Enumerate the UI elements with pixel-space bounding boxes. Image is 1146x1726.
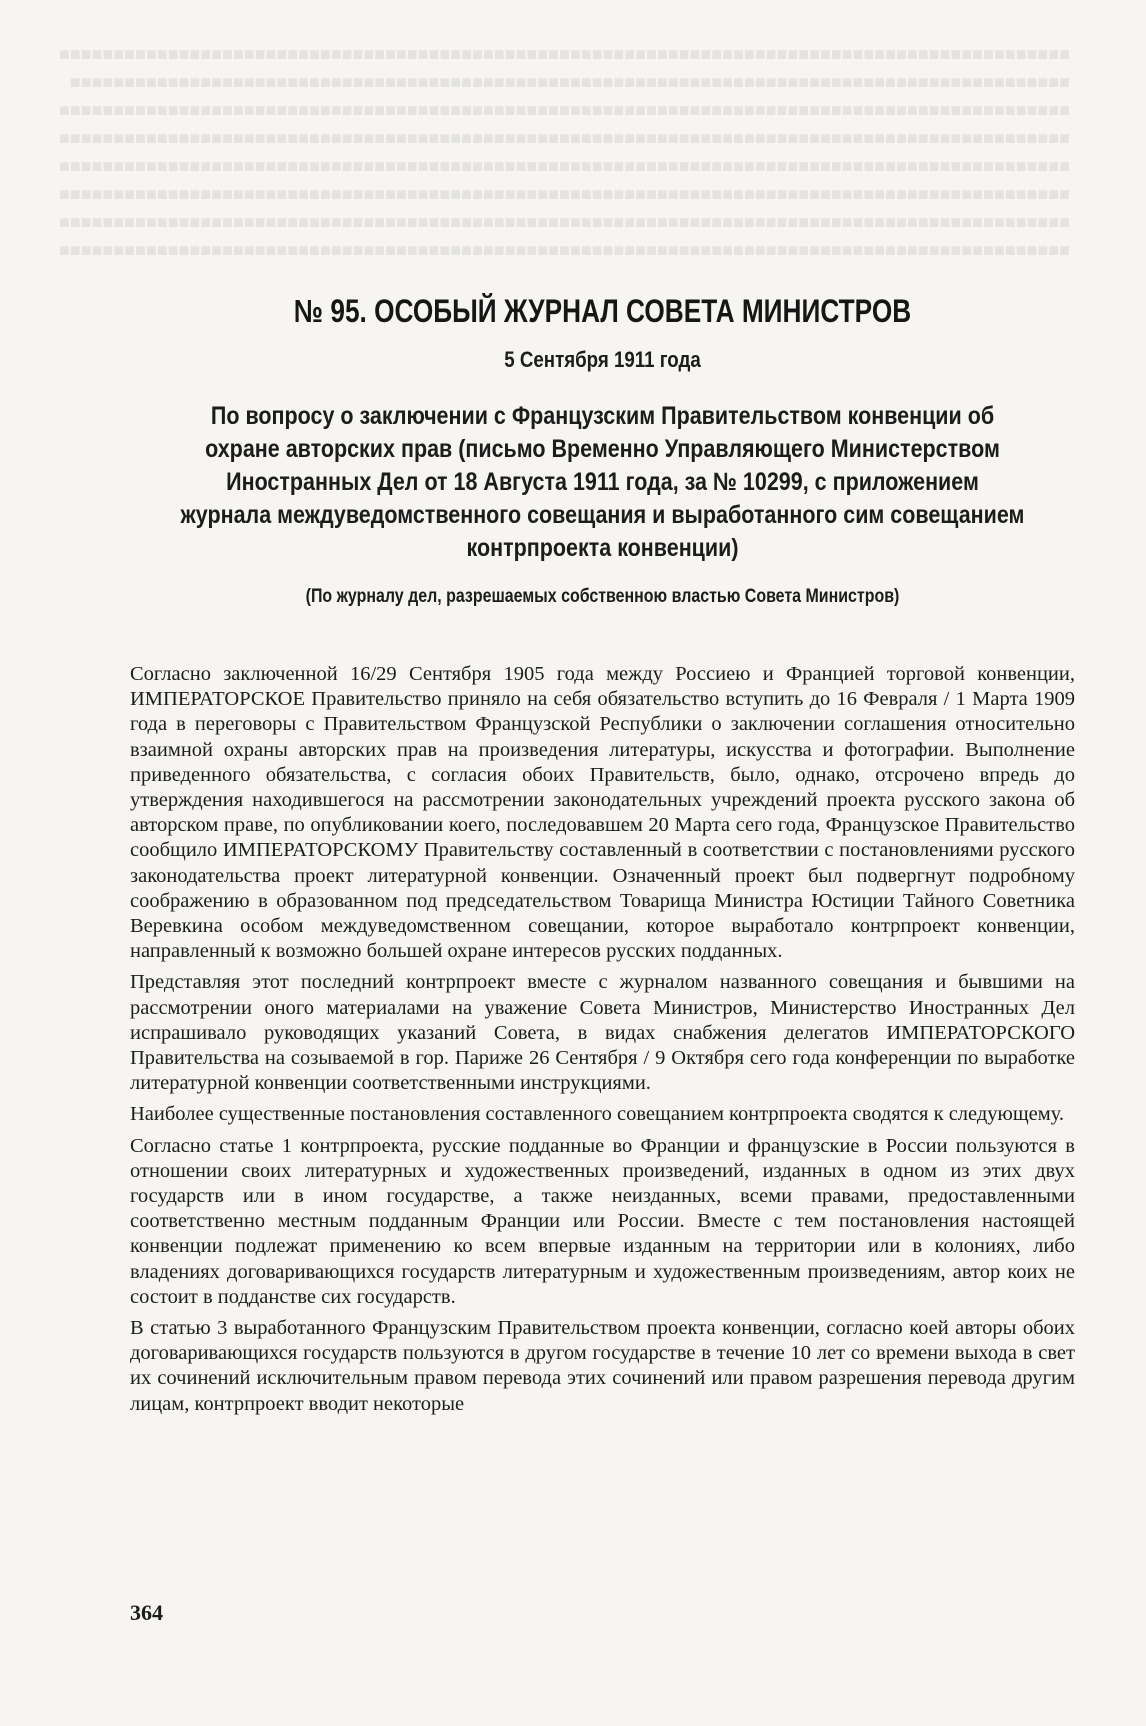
document-date: 5 Сентября 1911 года [504, 347, 701, 372]
bleed-through-texture: ■■■■■■■■■■■■■■■■■■■■■■■■■■■■■■■■■■■■■■■■■■■■■■■■■■■■■■■■■■■■■■■■■■■■■■■■■■■■■■■■■■■■■■■■■■■■■ ■■■■■■■■■■■■■■■■■■■■■■■■■■■■■■■■■■■■■■■■■■■■■■■■■■■■■■■■■■■■■■■■■■■■■■■■■■■■■■■■■■■■■■■■■■■■ ■■■■■■■■■■■■■■■■■■■■■■■■■■■■■■■■■■■■■■■■■■■■■■■■■■■■■■■■■■■■■■■■■■■■■■■■■■■■■■■■■■■■■■■■■■■■■ ■■■■■■■■■■■■■■■■■■■■■■■■■■■■■■■■■■■■■■■■■■■■■■■■■■■■■■■■■■■■■■■■■■■■■■■■■■■■■■■■■■■■■■■■■■■■■ ■■■■■■■■■■■■■■■■■■■■■■■■■■■■■■■■■■■■■■■■■■■■■■■■■■■■■■■■■■■■■■■■■■■■■■■■■■■■■■■■■■■■■■■■■■■■■ ■■■■■■■■■■■■■■■■■■■■■■■■■■■■■■■■■■■■■■■■■■■■■■■■■■■■■■■■■■■■■■■■■■■■■■■■■■■■■■■■■■■■■■■■■■■■■ ■■■■■■■■■■■■■■■■■■■■■■■■■■■■■■■■■■■■■■■■■■■■■■■■■■■■■■■■■■■■■■■■■■■■■■■■■■■■■■■■■■■■■■■■■■■■■ ■■■■■■■■■■■■■■■■■■■■■■■■■■■■■■■■■■■■■■■■■■■■■■■■■■■■■■■■■■■■■■■■■■■■■■■■■■■■■■■■■■■■■■■■■■■■■ [58, 44, 1070, 260]
paragraph: Наиболее существенные постановления составленного совещанием контрпроекта сводятся к следующему. [130, 1103, 1065, 1126]
page-number: 364 [130, 1600, 163, 1625]
source-note: (По журналу дел, разрешаемых собственною властью Совета Министров) [305, 586, 900, 607]
paragraph: В статью 3 выработанного Французским Правительством проекта конвенции, согласно коей авторы обоих договаривающихся государств пользуются в другом государстве в течение 10 лет со времени выхода в свет их сочинений исключительным правом перевода этих сочинений или правом разрешения перевода другим лицам, контрпроект вводит некоторые [130, 1317, 1075, 1415]
document-subject: По вопросу о заключении с Французским Правительством конвенции об охране авторских прав (письмо Временно Управляющего Министерством Иностранных Дел от 18 Августа 1911 года, за № 10299, с приложением журнала междуведомственного совещания и выработанного сим совещанием контрпроекта конвенции) [180, 402, 1025, 562]
document-title: № 95. ОСОБЫЙ ЖУРНАЛ СОВЕТА МИНИСТРОВ [293, 293, 912, 329]
document-body [130, 662, 1075, 1423]
paragraph: Согласно статье 1 контрпроекта, русские подданные во Франции и французские в России пользуются в отношении своих литературных и художественных произведений, изданных в одном из этих двух государств или в ином государстве, а также неизданных, всеми правами, предоставленными соответственно местным подданным Франции или России. Вместе с тем постановления настоящей конвенции подлежат применению ко всем впервые изданным на территории или в колониях, либо владениях договаривающихся государств литературным и художественным произведениям, автор коих не состоит в подданстве сих государств. [130, 1134, 1075, 1308]
paragraph: Согласно заключенной 16/29 Сентября 1905 года между Россиею и Францией торговой конвенции, ИМПЕРАТОРСКОЕ Правительство приняло на себя обязательство вступить до 16 Февраля / 1 Марта 1909 года в переговоры с Правительством Французской Республики о заключении соглашения относительно взаимной охраны авторских прав на произведения литературы, искусства и фотографии. Выполнение приведенного обязательства, с согласия обоих Правительств, было, однако, отсрочено впредь до утверждения находившегося на рассмотрении законодательных учреждений проекта русского закона об авторском праве, по опубликовании коего, последовавшем 20 Марта сего года, Французское Правительство сообщило ИМПЕРАТОРСКОМУ Правительству составленный в соответствии с постановлениями русского законодательства проект литературной конвенции. Означенный проект был подвергнут подробному соображению в образованном под председательством Товарища Министра Юстиции Тайного Советника Веревкина особом междуведомственном совещании, которое выработало контрпроект конвенции, направленный к возможно большей охране интересов русских подданных. [130, 663, 1075, 963]
paragraph: Представляя этот последний контрпроект вместе с журналом названного совещания и бывшими на рассмотрении оного материалами на уважение Совета Министров, Министерство Иностранных Дел испрашивало руководящих указаний Совета, в видах снабжения делегатов ИМПЕРАТОРСКОГО Правительства на созываемой в гор. Париже 26 Сентября / 9 Октября сего года конференции по выработке литературной конвенции соответственными инструкциями. [130, 971, 1075, 1095]
